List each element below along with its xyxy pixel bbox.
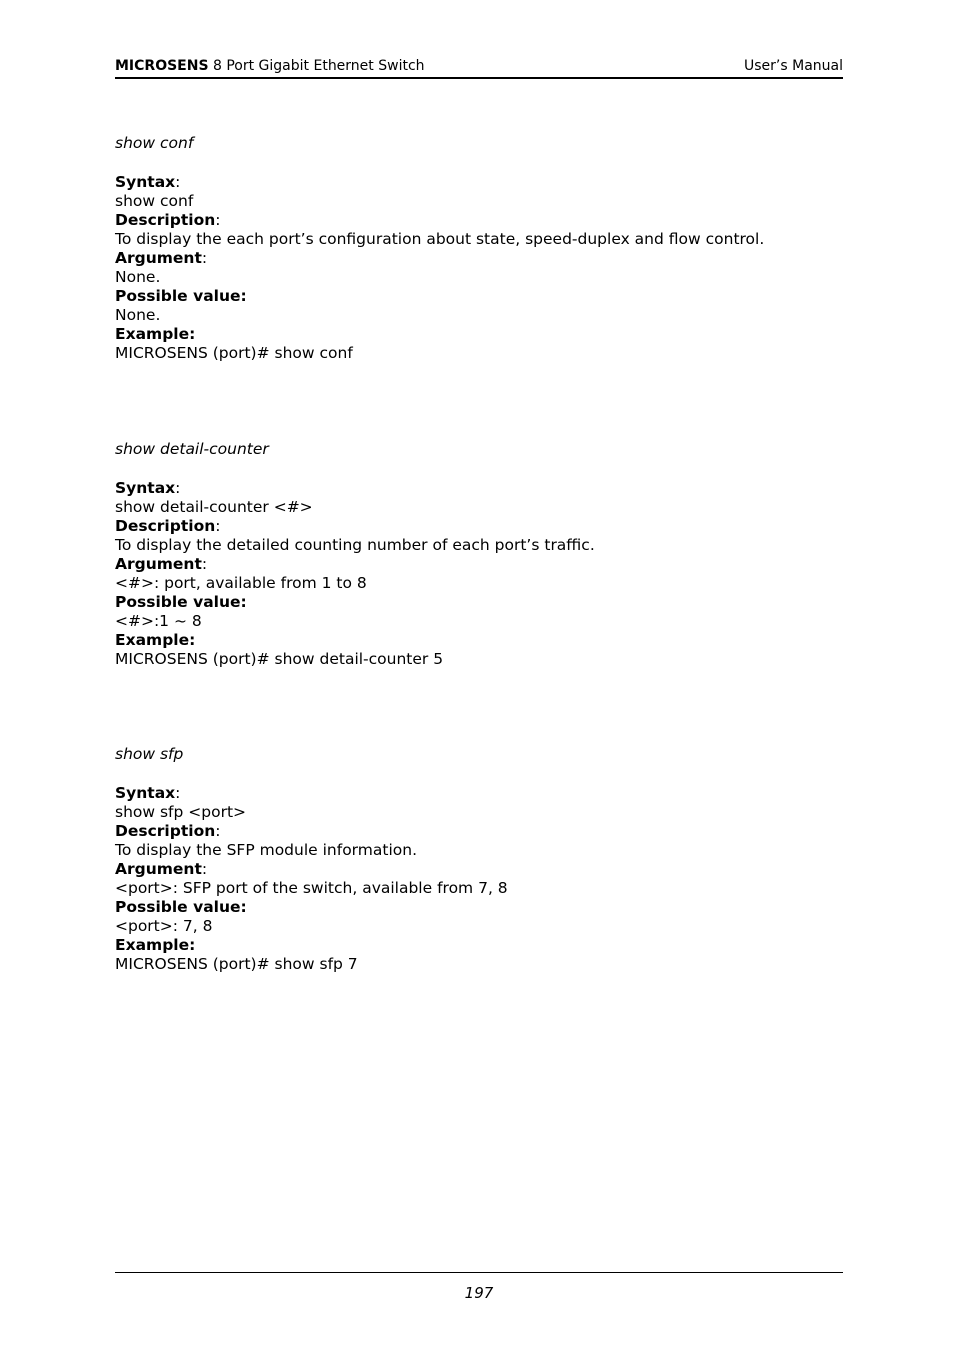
example-label: Example: <box>115 631 196 650</box>
possible-value-label: Possible value: <box>115 287 247 306</box>
possible-value: None. <box>115 306 161 325</box>
footer-divider <box>115 1272 843 1273</box>
syntax-value: show conf <box>115 191 194 210</box>
syntax-value: show detail-counter <#> <box>115 497 313 516</box>
description-value: To display the each port’s configuration about state, speed-duplex and flow control. <box>115 229 765 248</box>
page-header <box>115 57 843 79</box>
possible-value: <port>: 7, 8 <box>115 917 213 936</box>
description-heading: Description: <box>115 821 221 840</box>
description-label: Description <box>115 821 216 840</box>
description-heading: Description: <box>115 210 221 229</box>
syntax-label: Syntax <box>115 478 176 497</box>
brand-name: MICROSENS <box>115 58 209 74</box>
example-label: Example: <box>115 325 196 344</box>
syntax-heading: Syntax: <box>115 172 181 191</box>
command-title: show detail-counter <box>115 440 269 458</box>
page-number: 197 <box>464 1284 494 1302</box>
command-section-show-conf <box>115 134 843 363</box>
example-value: MICROSENS (port)# show detail-counter 5 <box>115 650 444 669</box>
description-value: To display the detailed counting number of each port’s traffic. <box>115 535 595 554</box>
example-value: MICROSENS (port)# show sfp 7 <box>115 955 358 974</box>
header-title <box>115 57 425 75</box>
argument-heading: Argument: <box>115 554 208 573</box>
possible-value: <#>:1 ~ 8 <box>115 612 202 631</box>
possible-value-label: Possible value: <box>115 593 247 612</box>
syntax-heading: Syntax: <box>115 783 181 802</box>
command-section-show-detail-counter <box>115 440 843 669</box>
argument-label: Argument <box>115 248 202 267</box>
argument-value: <port>: SFP port of the switch, available from 7, 8 <box>115 878 508 897</box>
argument-heading: Argument: <box>115 859 208 878</box>
argument-label: Argument <box>115 859 202 878</box>
description-heading: Description: <box>115 516 221 535</box>
description-label: Description <box>115 516 216 535</box>
description-value: To display the SFP module information. <box>115 840 418 859</box>
syntax-label: Syntax <box>115 783 176 802</box>
argument-heading: Argument: <box>115 248 208 267</box>
header-doc-type: User’s Manual <box>744 58 843 74</box>
syntax-value: show sfp <port> <box>115 802 247 821</box>
syntax-heading: Syntax: <box>115 478 181 497</box>
description-label: Description <box>115 210 216 229</box>
argument-label: Argument <box>115 554 202 573</box>
command-title: show conf <box>115 134 194 152</box>
command-section-show-sfp <box>115 745 843 974</box>
argument-value: None. <box>115 267 161 286</box>
example-label: Example: <box>115 936 196 955</box>
example-value: MICROSENS (port)# show conf <box>115 344 353 363</box>
product-name: 8 Port Gigabit Ethernet Switch <box>208 58 425 74</box>
argument-value: <#>: port, available from 1 to 8 <box>115 573 367 592</box>
command-title: show sfp <box>115 745 184 763</box>
possible-value-label: Possible value: <box>115 898 247 917</box>
syntax-label: Syntax <box>115 172 176 191</box>
